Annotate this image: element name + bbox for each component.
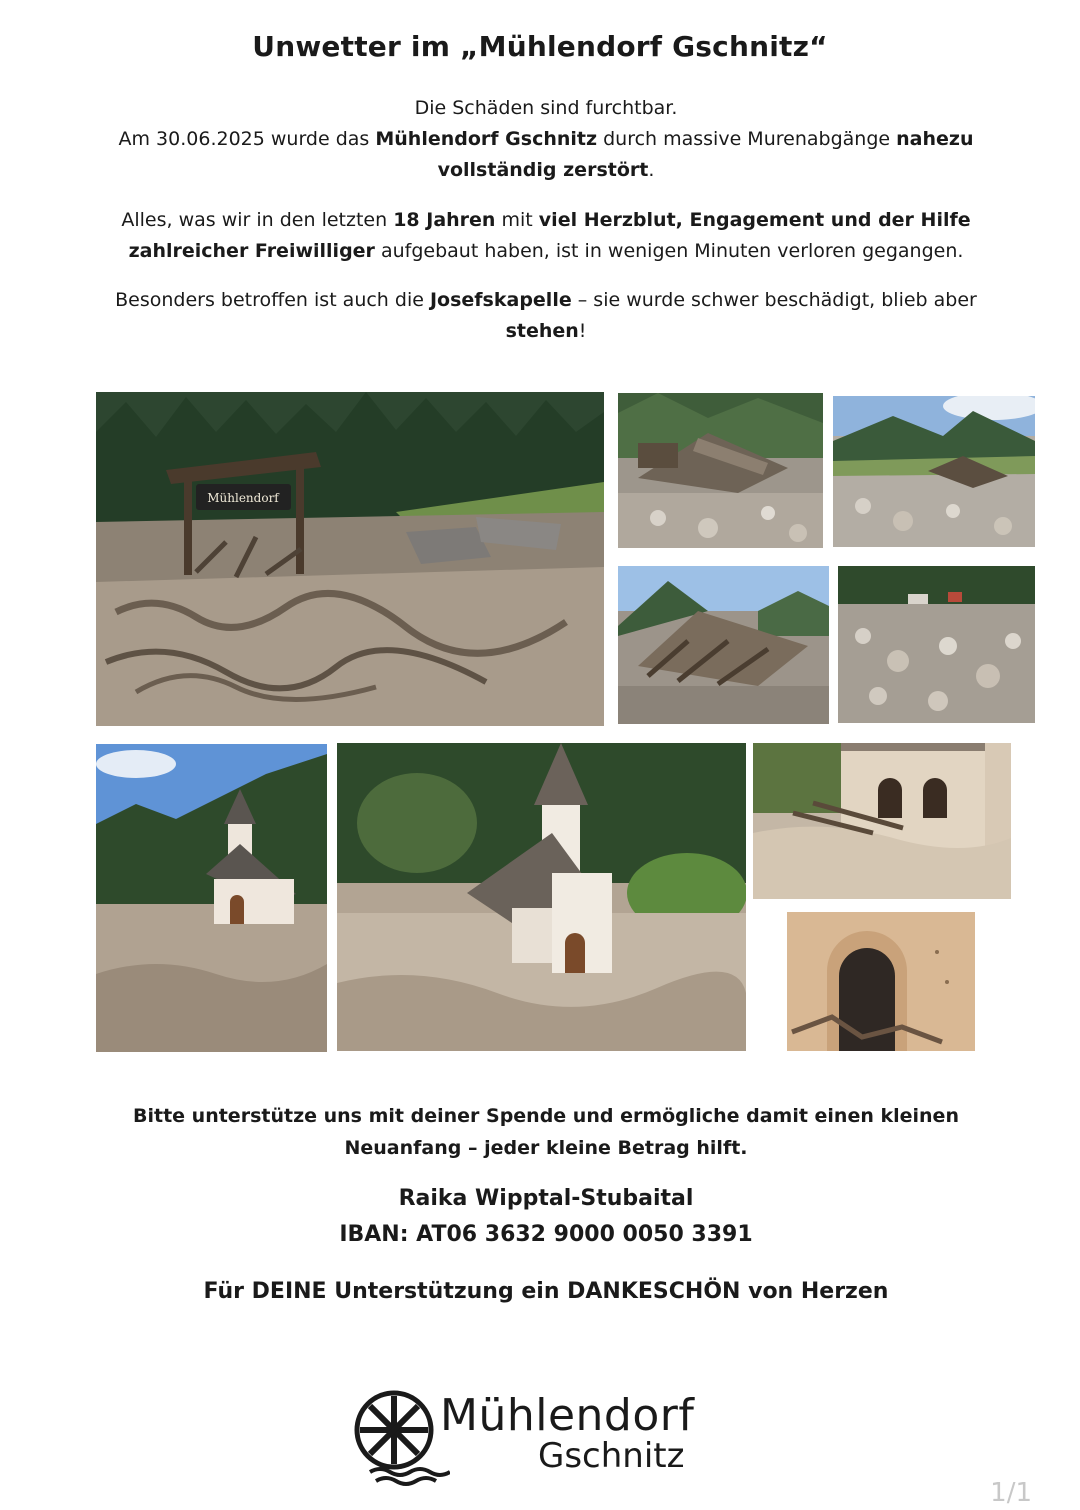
page-indicator: 1/1 <box>990 1478 1032 1508</box>
chapel-bold-standing: stehen <box>505 320 579 342</box>
intro-text: durch massive Murenabgänge <box>597 128 897 150</box>
mill-wheel-icon <box>350 1388 450 1488</box>
photo-valley-debris <box>833 396 1035 547</box>
logo-text-line-2: Gschnitz <box>538 1436 685 1476</box>
chapel-text: ! <box>578 320 587 342</box>
intro-paragraph <box>90 93 1002 186</box>
logo-text-line-1: Mühlendorf <box>440 1390 695 1441</box>
history-bold-years: 18 Jahren <box>393 209 496 231</box>
chapel-text: – sie wurde schwer beschädigt, blieb aber <box>571 289 977 311</box>
intro-text: . <box>648 159 655 181</box>
bank-iban: IBAN: AT06 3632 9000 0050 3391 <box>339 1222 753 1247</box>
appeal-line-1: Bitte unterstütze uns mit deiner Spende und ermögliche damit einen kleinen <box>133 1105 959 1127</box>
history-text: mit <box>495 209 539 231</box>
history-text: aufgebaut haben, ist in wenigen Minuten verloren gegangen. <box>374 240 964 262</box>
photo-collapsed-hut <box>618 393 823 548</box>
photo-collapsed-roof <box>618 566 829 724</box>
photo-chapel-door <box>787 912 975 1051</box>
intro-bold-destroyed: nahezu vollständig zerstört <box>437 128 974 181</box>
history-bold-volunteers: viel Herzblut, Engagement und der Hilfe zahlreicher Freiwilliger <box>128 209 971 262</box>
photo-entrance-debris <box>96 392 604 726</box>
appeal-line-2: Neuanfang – jeder kleine Betrag hilft. <box>344 1137 748 1159</box>
history-text: Alles, was wir in den letzten <box>121 209 394 231</box>
page-title: Unwetter im „Mühlendorf Gschnitz“ <box>252 30 828 63</box>
thank-you-line: Für DEINE Unterstützung ein DANKESCHÖN von Herzen <box>203 1279 889 1304</box>
photo-chapel-arches <box>753 743 1011 899</box>
chapel-text: Besonders betroffen ist auch die <box>115 289 430 311</box>
chapel-bold-name: Josefskapelle <box>429 289 572 311</box>
bank-name: Raika Wipptal-Stubaital <box>398 1186 694 1211</box>
photo-chapel-front <box>337 743 746 1051</box>
photo-chapel-side <box>96 744 327 1052</box>
muehlendorf-logo <box>350 1388 710 1488</box>
donation-appeal <box>110 1100 982 1164</box>
sign-text: Mühlendorf <box>207 491 279 505</box>
history-paragraph <box>90 205 1002 267</box>
intro-line-1: Die Schäden sind furchtbar. <box>414 97 678 119</box>
intro-bold-place: Mühlendorf Gschnitz <box>375 128 598 150</box>
chapel-paragraph <box>90 285 1002 347</box>
photo-rubble-field <box>838 566 1035 723</box>
intro-text: Am 30.06.2025 wurde das <box>118 128 376 150</box>
